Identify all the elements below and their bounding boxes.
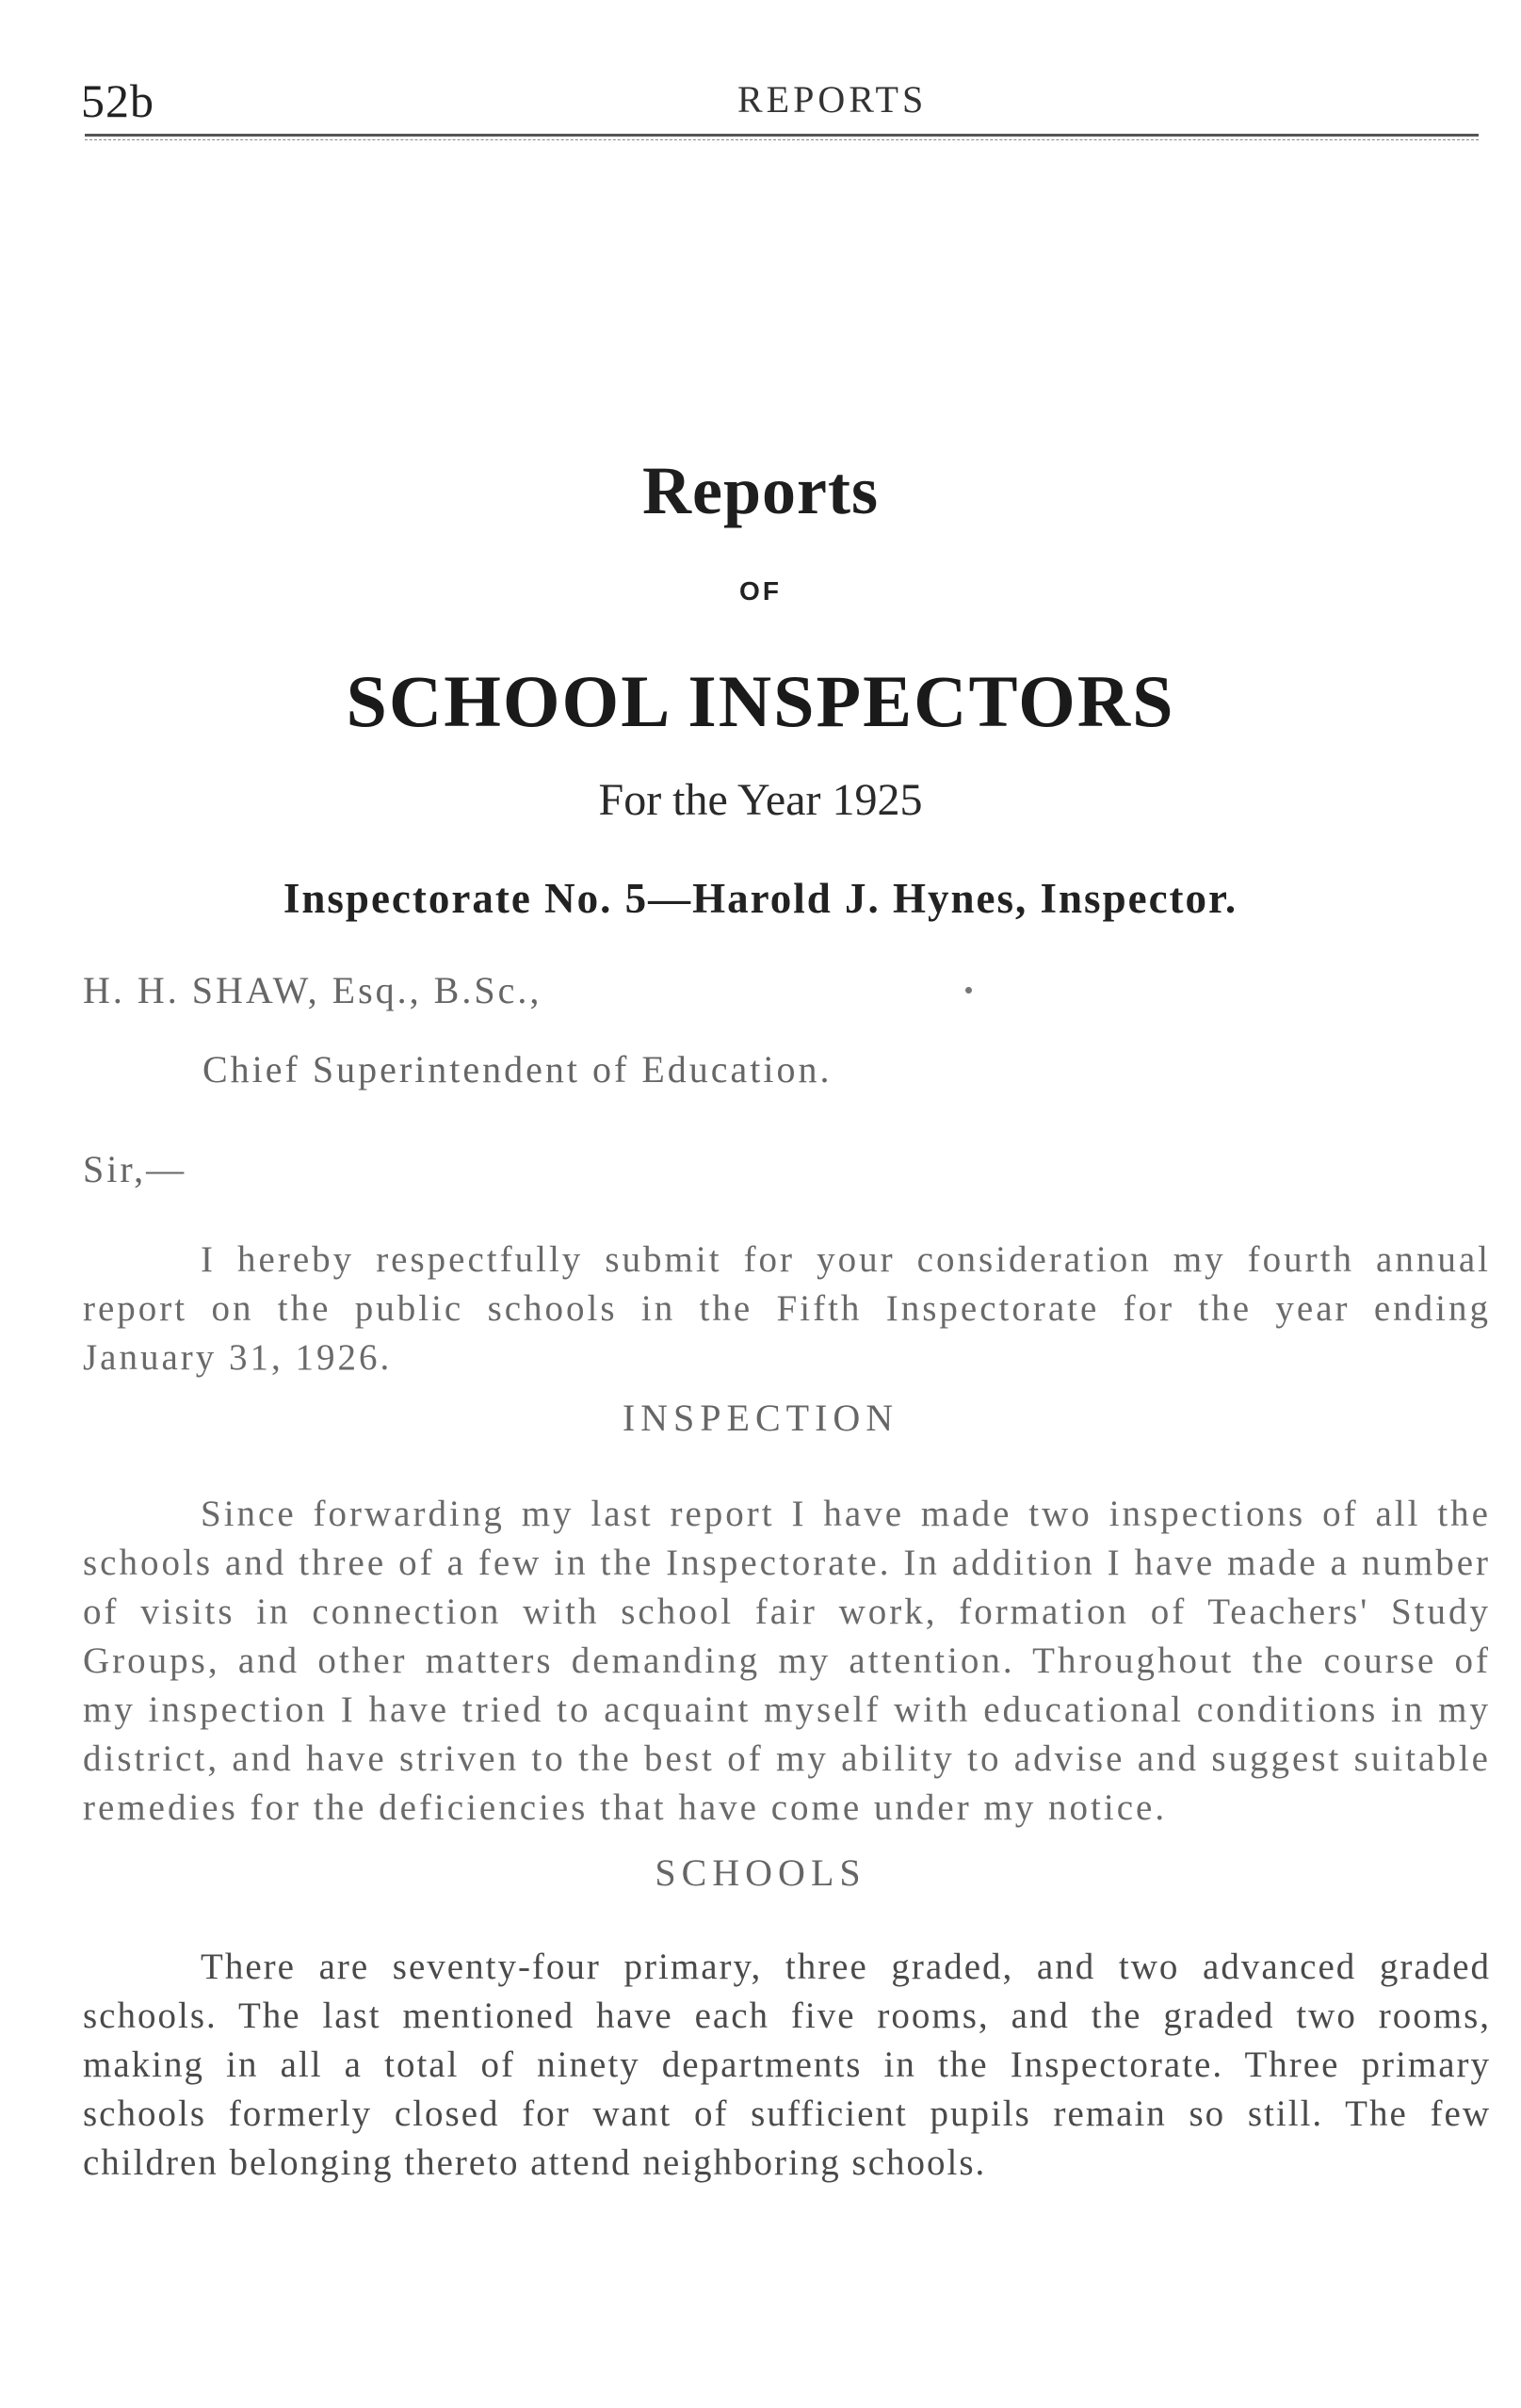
salutation: Sir,— — [83, 1148, 187, 1190]
section-heading-schools: SCHOOLS — [655, 1851, 866, 1894]
page-number: 52b — [81, 74, 154, 127]
title-of: OF — [739, 576, 782, 606]
title-reports: Reports — [642, 453, 879, 528]
inspection-paragraph: Since forwarding my last report I have made two inspections of all the schools and three of a few in the Inspectorate. In addition I have made a number of visits in connection with school fair work, formation of Teachers' Study Groups, and other matters demanding my attention. Throughout the course of my inspection I have tried to acquaint myself with educational conditions in my district, and have striven to the best of my ability to advise and suggest suitable remedies for the deficiencies that have come under my notice. — [83, 1494, 1491, 1828]
title-inspectorate: Inspectorate No. 5—Harold J. Hynes, Inspector. — [283, 875, 1238, 922]
addressee-position: Chief Superintendent of Education. — [202, 1048, 833, 1091]
section-heading-inspection: INSPECTION — [622, 1397, 899, 1439]
title-school-inspectors: SCHOOL INSPECTORS — [346, 660, 1175, 742]
header-rule — [85, 134, 1479, 137]
title-year: For the Year 1925 — [598, 775, 923, 825]
addressee-name: H. H. SHAW, Esq., B.Sc., — [83, 969, 542, 1011]
header-rule-secondary — [85, 139, 1479, 140]
intro-paragraph: I hereby respectfully submit for your consideration my fourth annual report on the public schools in the Fifth Inspectorate for the year ending January 31, 1926. — [83, 1239, 1491, 1378]
running-header — [73, 64, 1479, 130]
schools-paragraph: There are seventy-four primary, three graded, and two advanced graded schools. The last mentioned have each five rooms, and the graded two rooms, making in all a total of ninety departments in the Inspectorate. Three primary schools formerly closed for want of sufficient pupils remain so still. The few children belonging thereto attend neighboring schools. — [83, 1947, 1491, 2183]
running-title: REPORTS — [737, 78, 928, 121]
ink-dot — [965, 987, 972, 994]
